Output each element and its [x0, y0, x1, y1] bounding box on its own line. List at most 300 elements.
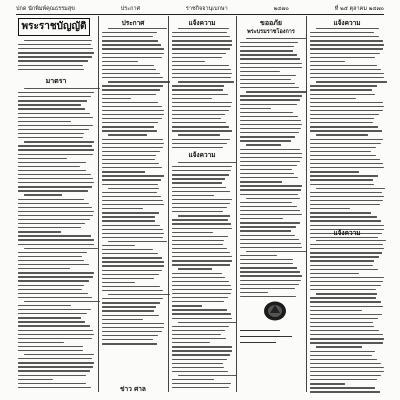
text-line [102, 143, 164, 144]
text-line [316, 188, 385, 189]
text-line [240, 288, 295, 289]
text-line [310, 110, 383, 111]
text-line [172, 126, 229, 127]
text-line [310, 301, 381, 302]
text-line [310, 89, 372, 90]
text-line [18, 264, 89, 265]
text-line [310, 330, 379, 331]
text-line [102, 298, 163, 299]
text-line [18, 166, 80, 167]
text-line [240, 120, 301, 121]
text-line [172, 174, 229, 175]
text-line [172, 170, 231, 171]
text-line [240, 267, 297, 268]
text-line [172, 182, 222, 183]
text-line [240, 161, 300, 162]
text-line [172, 36, 230, 37]
text-line [310, 130, 382, 131]
text-line [240, 296, 296, 297]
text-line [172, 207, 227, 208]
text-line [240, 95, 302, 96]
text-line [240, 104, 297, 105]
text-line [246, 251, 307, 252]
text-line [102, 73, 160, 74]
text-line [172, 32, 227, 33]
text-line [24, 40, 92, 41]
text-line [102, 106, 162, 107]
text-line [240, 140, 291, 141]
text-line [240, 218, 283, 219]
text-line [18, 178, 93, 179]
text-line [316, 28, 379, 29]
text-line [310, 248, 384, 249]
text-line [310, 277, 384, 278]
column-divider [236, 16, 237, 392]
text-line [240, 165, 297, 166]
text-line [102, 159, 155, 160]
signature-line [240, 336, 292, 337]
text-line [102, 237, 163, 238]
text-line [102, 245, 135, 246]
text-line [102, 327, 164, 328]
text-line [310, 77, 384, 78]
text-line [18, 65, 83, 66]
text-line [172, 73, 232, 74]
text-line [172, 236, 228, 237]
text-line [102, 36, 153, 37]
text-line [172, 65, 229, 66]
text-line [172, 309, 227, 310]
text-line [18, 211, 94, 212]
text-line [172, 383, 231, 384]
text-line [18, 358, 92, 359]
text-line [18, 223, 85, 224]
text-line [102, 335, 158, 336]
text-line [18, 137, 83, 138]
text-line [240, 284, 299, 285]
text-line [18, 219, 90, 220]
text-line [172, 281, 229, 282]
text-line [310, 139, 383, 140]
masthead-center: ราชกิจจานุเบกษา [185, 5, 228, 12]
text-line [310, 285, 381, 286]
text-line [310, 220, 381, 221]
text-line [102, 44, 161, 45]
text-line [102, 65, 154, 66]
text-line [172, 338, 226, 339]
text-block [240, 38, 302, 300]
text-line [102, 229, 163, 230]
text-line [172, 211, 223, 212]
text-line [24, 354, 94, 355]
text-line [24, 88, 100, 89]
text-line [310, 85, 377, 86]
text-line [102, 339, 153, 340]
text-line [108, 294, 170, 295]
text-line [102, 57, 162, 58]
text-line [172, 219, 228, 220]
text-line [102, 200, 163, 201]
text-line [172, 178, 225, 179]
text-line [310, 387, 375, 388]
text-line [240, 58, 300, 59]
section-heading: มาตรา [45, 76, 67, 85]
text-line [102, 110, 164, 111]
text-line [24, 248, 98, 249]
text-line [18, 330, 93, 331]
text-line [102, 102, 158, 103]
text-line [172, 252, 230, 253]
text-line [310, 265, 373, 266]
text-line [178, 134, 220, 135]
text-line [172, 371, 228, 372]
text-line [310, 122, 373, 123]
text-line [310, 318, 378, 319]
text-line [172, 223, 231, 224]
text-line [102, 175, 164, 176]
text-line [310, 351, 375, 352]
text-block [310, 28, 384, 241]
text-line [102, 179, 161, 180]
text-line [310, 196, 384, 197]
section-heading: แจ้งความ [188, 151, 216, 159]
text-line [240, 75, 296, 76]
text-line [102, 192, 157, 193]
text-line [172, 114, 225, 115]
text-line [24, 301, 100, 302]
text-line [18, 199, 84, 200]
masthead [16, 4, 384, 13]
text-line [18, 268, 70, 269]
text-line [240, 177, 298, 178]
text-line [172, 285, 231, 286]
text-line [102, 290, 163, 291]
text-line [240, 132, 299, 133]
text-line [102, 261, 164, 262]
text-line [316, 293, 377, 294]
text-line [102, 270, 162, 271]
text-line [310, 252, 382, 253]
text-line [310, 314, 382, 315]
text-line [102, 220, 155, 221]
text-line [18, 325, 90, 326]
masthead-center-left: ประกาศ [120, 5, 141, 12]
text-line [310, 179, 373, 180]
text-line [18, 121, 71, 122]
text-line [310, 69, 381, 70]
text-line [18, 297, 92, 298]
text-line [18, 231, 61, 232]
text-line [18, 366, 93, 367]
text-block [172, 28, 232, 151]
text-line [172, 94, 228, 95]
text-line [310, 289, 376, 290]
text-line [240, 243, 301, 244]
text-line [310, 326, 374, 327]
text-line [310, 143, 381, 144]
text-line [18, 313, 87, 314]
text-line [18, 162, 86, 163]
text-line [102, 253, 158, 254]
text-line [310, 208, 350, 209]
text-line [172, 57, 222, 58]
column-divider [306, 16, 307, 392]
text-line [172, 199, 232, 200]
text-line [310, 256, 379, 257]
text-line [108, 81, 170, 82]
text-line [310, 57, 375, 58]
text-line [310, 94, 375, 95]
text-line [18, 215, 93, 216]
text-line [178, 375, 237, 376]
text-line [102, 48, 164, 49]
text-line [102, 286, 160, 287]
text-line [102, 155, 156, 156]
masthead-left: ปกด นักพิมพ์คุณธรรมสุข [16, 5, 75, 12]
text-line [18, 256, 82, 257]
text-line [18, 321, 85, 322]
text-line [240, 63, 302, 64]
text-line [172, 40, 232, 41]
text-line [310, 192, 382, 193]
text-line [18, 362, 94, 363]
text-line [102, 130, 157, 131]
text-line [240, 202, 292, 203]
text-line [102, 306, 156, 307]
text-line [172, 289, 232, 290]
text-line [172, 313, 231, 314]
text-line [240, 235, 295, 236]
text-line [172, 139, 230, 140]
text-line [18, 252, 87, 253]
text-line [108, 134, 147, 135]
text-line [102, 53, 164, 54]
text-line [310, 159, 380, 160]
text-line [108, 28, 167, 29]
text-line [172, 85, 224, 86]
text-line [240, 247, 302, 248]
text-line [240, 157, 302, 158]
text-line [310, 126, 378, 127]
text-line [240, 116, 298, 117]
text-line [18, 346, 83, 347]
text-line [102, 118, 162, 119]
text-line [18, 334, 94, 335]
text-line [102, 167, 162, 168]
text-line [310, 175, 378, 176]
text-line [102, 302, 160, 303]
text-line [316, 81, 387, 82]
text-line [240, 189, 301, 190]
text-line [310, 363, 381, 364]
text-line [240, 292, 268, 293]
text-line [172, 89, 223, 90]
text-line [178, 28, 229, 29]
top-rule [16, 14, 384, 15]
text-line [102, 278, 154, 279]
text-line [240, 50, 293, 51]
text-line [102, 257, 162, 258]
text-line [172, 363, 223, 364]
text-line [18, 52, 94, 53]
text-line [24, 194, 62, 195]
section-subheading: พระบรมราชโองการ [247, 29, 295, 35]
text-line [178, 268, 212, 269]
text-line [102, 94, 156, 95]
text-line [102, 40, 158, 41]
text-line [172, 240, 224, 241]
text-line [102, 212, 159, 213]
text-line [240, 230, 291, 231]
text-line [172, 346, 232, 347]
text-line [102, 61, 138, 62]
text-line [246, 38, 307, 39]
text-line [18, 387, 91, 388]
text-line [310, 155, 376, 156]
text-line [102, 233, 164, 234]
text-line [108, 241, 167, 242]
text-line [178, 162, 237, 163]
text-line [310, 114, 379, 115]
text-line [102, 126, 154, 127]
text-line [172, 330, 225, 331]
text-line [172, 44, 232, 45]
text-line [310, 269, 378, 270]
text-line [172, 354, 230, 355]
text-line [172, 110, 229, 111]
text-line [18, 69, 84, 70]
text-line [102, 204, 164, 205]
text-line [310, 225, 384, 226]
text-line [310, 147, 376, 148]
text-line [178, 322, 237, 323]
title-box: พระราชบัญญัติ [18, 18, 90, 36]
text-line [310, 359, 377, 360]
text-line [240, 87, 299, 88]
text-line [310, 281, 383, 282]
text-line [240, 46, 294, 47]
text-line [102, 151, 160, 152]
masthead-right: ที่ ๒๕ ตุลาคม ๒๔๗๐ [334, 5, 384, 12]
text-line [102, 310, 154, 311]
text-line [240, 149, 300, 150]
text-line [18, 154, 93, 155]
text-line [172, 118, 221, 119]
text-line [18, 305, 71, 306]
text-line [172, 102, 232, 103]
text-line [310, 44, 384, 45]
text-line [172, 379, 214, 380]
text-line [18, 174, 91, 175]
text-line [240, 206, 297, 207]
text-line [310, 379, 377, 380]
text-line [18, 190, 88, 191]
text-line [102, 77, 163, 78]
text-line [310, 184, 374, 185]
text-line [18, 92, 94, 93]
text-line [172, 147, 223, 148]
text-line [18, 280, 89, 281]
text-line [310, 171, 359, 172]
text-line [102, 163, 159, 164]
text-line [18, 235, 91, 236]
text-line [310, 375, 381, 376]
text-line [240, 83, 295, 84]
text-line [310, 167, 384, 168]
text-line [240, 226, 296, 227]
text-line [240, 214, 302, 215]
text-line [310, 212, 371, 213]
text-line [18, 133, 84, 134]
text-line [18, 44, 91, 45]
text-line [172, 293, 231, 294]
text-line [240, 271, 300, 272]
text-line [310, 151, 371, 152]
text-block [18, 40, 94, 73]
text-line [316, 346, 362, 347]
text-line [310, 98, 356, 99]
text-line [310, 371, 384, 372]
text-line [18, 285, 84, 286]
text-line [172, 69, 231, 70]
text-line [310, 260, 374, 261]
section-heading: แจ้งความ [188, 19, 216, 27]
text-line [18, 104, 81, 105]
text-line [310, 65, 377, 66]
text-line [240, 239, 299, 240]
text-line [310, 32, 374, 33]
text-line [18, 182, 94, 183]
text-line [310, 338, 384, 339]
text-line [18, 239, 94, 240]
text-line [172, 48, 230, 49]
text-line [18, 383, 86, 384]
text-line [172, 130, 232, 131]
text-line [240, 263, 293, 264]
text-line [18, 113, 90, 114]
text-line [240, 255, 277, 256]
text-line [18, 100, 87, 101]
text-line [240, 169, 292, 170]
column-divider [98, 16, 99, 392]
text-line [310, 53, 380, 54]
text-line [172, 305, 202, 306]
text-line [310, 310, 362, 311]
text-line [102, 225, 160, 226]
text-line [18, 244, 94, 245]
text-block [310, 240, 384, 396]
text-line [246, 198, 300, 199]
text-line [18, 370, 90, 371]
text-line [102, 122, 158, 123]
text-line [246, 144, 281, 145]
text-line [172, 248, 227, 249]
text-line [172, 256, 232, 257]
text-line [18, 145, 92, 146]
text-line [18, 149, 94, 150]
text-line [18, 60, 88, 61]
text-line [18, 342, 64, 343]
text-line [240, 54, 297, 55]
column-divider [168, 16, 169, 392]
text-line [102, 315, 159, 316]
text-line [102, 319, 143, 320]
text-line [172, 277, 225, 278]
text-line [310, 36, 379, 37]
text-line [240, 181, 282, 182]
text-line [310, 102, 383, 103]
text-line [240, 194, 298, 195]
